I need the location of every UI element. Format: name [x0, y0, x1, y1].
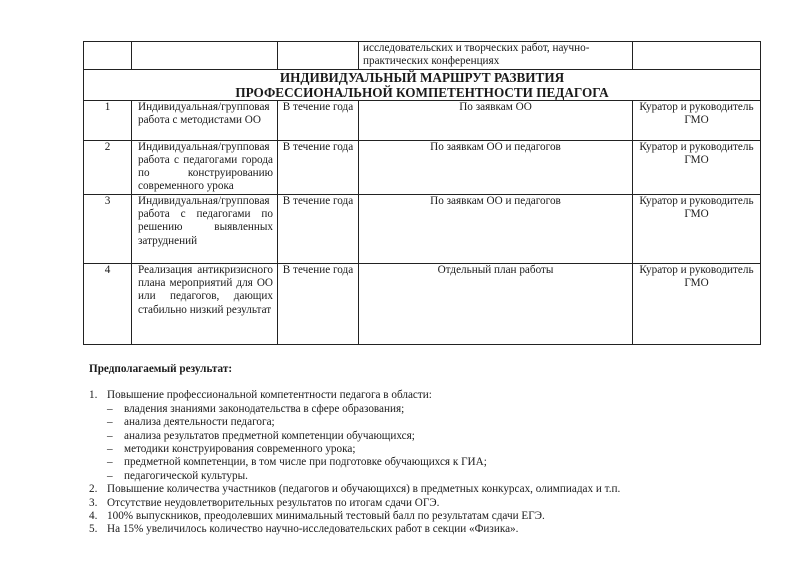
- dash-bullet: –: [107, 443, 113, 456]
- result-text: На 15% увеличилось количество научно-исследовательских работ в секции «Физика».: [107, 523, 519, 536]
- cell-term: В течение года: [278, 194, 359, 263]
- result-item: [89, 483, 789, 496]
- cell-num: 3: [84, 194, 132, 263]
- cell-responsible: Куратор и руководитель ГМО: [633, 140, 761, 194]
- dash-bullet: –: [107, 429, 113, 442]
- dash-bullet: –: [107, 416, 113, 429]
- result-number: 1.: [89, 389, 98, 402]
- result-item: [89, 523, 789, 536]
- result-number: 3.: [89, 496, 98, 509]
- result-subitem: [89, 403, 789, 416]
- section-title-row: [84, 69, 761, 100]
- subitem-text: педагогической культуры.: [124, 469, 248, 482]
- cell-name: Индивидуальная/групповая работа с методистами ОО: [132, 100, 278, 140]
- cell-num: 4: [84, 263, 132, 344]
- result-number: 2.: [89, 483, 98, 496]
- cell-form: исследовательских и творческих работ, научно-практических конференциях: [359, 42, 633, 70]
- result-subitem: [89, 430, 789, 443]
- cell-form: По заявкам ОО и педагогов: [359, 194, 633, 263]
- expected-results-section: [89, 363, 789, 537]
- result-item: [89, 389, 789, 402]
- cell-name: Реализация антикризисного плана мероприятий для ОО или педагогов, дающих стабильно низкий результат: [132, 263, 278, 344]
- cell-num: 1: [84, 100, 132, 140]
- section-title-line2: ПРОФЕССИОНАЛЬНОЙ КОМПЕТЕНТНОСТИ ПЕДАГОГА: [235, 84, 609, 100]
- cell-term: [278, 42, 359, 70]
- section-title-line1: ИНДИВИДУАЛЬНЫЙ МАРШРУТ РАЗВИТИЯ: [279, 69, 565, 85]
- table-row-continued: [84, 42, 761, 70]
- cell-num: [84, 42, 132, 70]
- table-row: [84, 140, 761, 194]
- cell-name: Индивидуальная/групповая работа с педагогами города по конструированию современного урока: [132, 140, 278, 194]
- result-number: 5.: [89, 523, 98, 536]
- result-text: Повышение профессиональной компетентности педагога в области:: [107, 389, 432, 402]
- subitem-text: анализа результатов предметной компетенции обучающихся;: [124, 429, 415, 442]
- result-subitem: [89, 456, 789, 469]
- dash-bullet: –: [107, 469, 113, 482]
- result-number: 4.: [89, 510, 98, 523]
- section-title: [84, 69, 761, 100]
- cell-name: Индивидуальная/групповая работа с педагогами по решению выявленных затруднений: [132, 194, 278, 263]
- table-row: [84, 263, 761, 344]
- subitem-text: анализа деятельности педагога;: [124, 416, 275, 429]
- table-row: [84, 100, 761, 140]
- result-text: 100% выпускников, преодолевших минимальный тестовый балл по результатам сдачи ЕГЭ.: [107, 510, 545, 523]
- cell-term: В течение года: [278, 263, 359, 344]
- cell-responsible: Куратор и руководитель ГМО: [633, 194, 761, 263]
- cell-responsible: Куратор и руководитель ГМО: [633, 100, 761, 140]
- subitem-text: предметной компетенции, в том числе при подготовке обучающихся к ГИА;: [124, 456, 487, 469]
- cell-name: [132, 42, 278, 70]
- result-item: [89, 497, 789, 510]
- table-row: [84, 194, 761, 263]
- subitem-text: владения знаниями законодательства в сфере образования;: [124, 402, 405, 415]
- dash-bullet: –: [107, 456, 113, 469]
- cell-responsible: [633, 42, 761, 70]
- dash-bullet: –: [107, 402, 113, 415]
- result-item: [89, 510, 789, 523]
- cell-responsible: Куратор и руководитель ГМО: [633, 263, 761, 344]
- result-subitem: [89, 416, 789, 429]
- work-plan-table: [83, 41, 761, 345]
- cell-form: По заявкам ОО и педагогов: [359, 140, 633, 194]
- cell-form: Отдельный план работы: [359, 263, 633, 344]
- expected-results-heading: Предполагаемый результат:: [89, 363, 233, 375]
- result-subitem: [89, 443, 789, 456]
- result-text: Отсутствие неудовлетворительных результатов по итогам сдачи ОГЭ.: [107, 496, 440, 509]
- cell-form: По заявкам ОО: [359, 100, 633, 140]
- cell-term: В течение года: [278, 100, 359, 140]
- subitem-text: методики конструирования современного урока;: [124, 443, 356, 456]
- cell-num: 2: [84, 140, 132, 194]
- result-text: Повышение количества участников (педагогов и обучающихся) в предметных конкурсах, олимпиадах и т.п.: [107, 483, 621, 496]
- cell-term: В течение года: [278, 140, 359, 194]
- result-subitem: [89, 470, 789, 483]
